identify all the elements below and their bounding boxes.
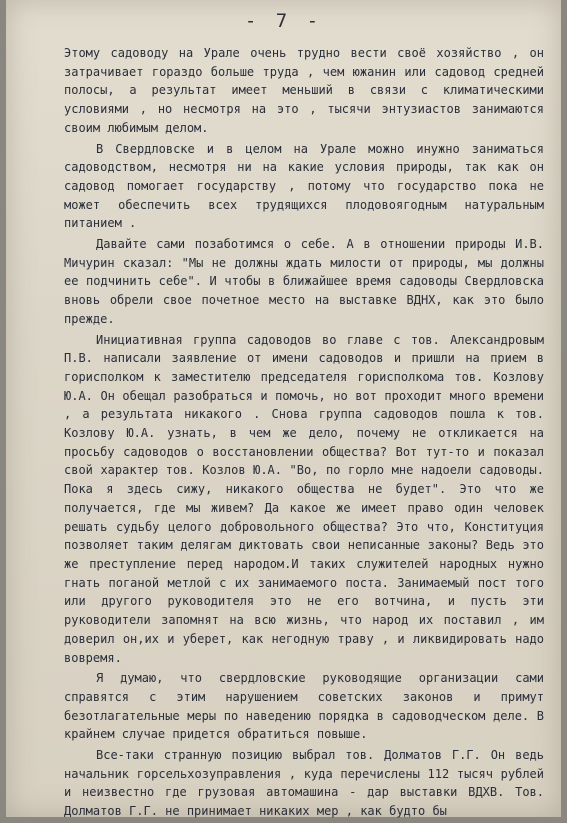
document-page: [6, 0, 561, 817]
body-text: [64, 44, 544, 823]
paragraph-1: Этому садоводу на Урале очень трудно вести своё хозяйство , он затрачивает гораздо больше труда , чем южанин или садовод средней полосы, а результат имеет меньший в связи с климатическими условиями , но несмотря на это , тысячи энтузиастов занимаются своим любимым делом.: [64, 46, 544, 135]
paragraph-3: Давайте сами позаботимся о себе. А в отношении природы И.В. Мичурин сказал: "Мы не должны ждать милости от природы, мы должны ее подчинить себе". И чтобы в ближайшее время садоводы Свердловска вновь обрели свое почетное место на выставке ВДНХ, как это было прежде.: [64, 237, 544, 326]
paragraph-4: Инициативная группа садоводов во главе с тов. Александровым П.В. написали заявление от имени садоводов и пришли на прием в горисполком к заместителю председателя горисполкома тов. Козлову Ю.А. Он обещал разобраться и помочь, но вот проходит много времени , а результата никакого . Снова группа садоводов пошла к тов. Козлову Ю.А. узнать, в чем же дело, почему не откликается на просьбу садоводов о восстановлении общества? Вот тут-то и показал свой характер тов. Козлов Ю.А. "Во, по горло мне надоели садоводы. Пока я здесь сижу, никакого общества не будет". Это что же получается, где мы живем? Да какое же имеет право один человек решать судьбу целого добровольного общества? Это что, Конституция позволяет таким делягам диктовать свои неписанные законы? Ведь это же преступление перед народом.И таких служителей народных нужно гнать поганой метлой с их занимаемого поста. Занимаемый пост того или другого руководителя это не его вотчина, и пусть эти руководители запомнят на всю жизнь, что народ их поставил , им доверил он,их и уберет, как негодную траву , и ликвидировать надо вовремя.: [64, 332, 544, 665]
paragraph-6: Все-таки странную позицию выбрал тов. Долматов Г.Г. Он ведь начальник горсельхозуправления , куда перечислены 112 тысяч рублей и неизвестно где грузовая автомашина - дар выставки ВДХВ. Тов. Долматов Г.Г. не принимает никаких мер , как будто бы: [64, 748, 544, 819]
page-number: - 7 -: [244, 10, 323, 32]
paragraph-2: В Свердловске и в целом на Урале можно инужно заниматься садоводством, несмотря ни на какие условия природы, так как он садовод помогает государству , потому что государство пока не может обеспечить всех трудящихся плодовоягодным натуральным питанием .: [64, 141, 544, 231]
paragraph-5: Я думаю, что свердловские руководящие организации сами справятся с этим нарушением советских законов и примут безотлагательные меры по наведению порядка в садоводческом деле. В крайнем случае придется обратиться повыше.: [64, 671, 544, 742]
